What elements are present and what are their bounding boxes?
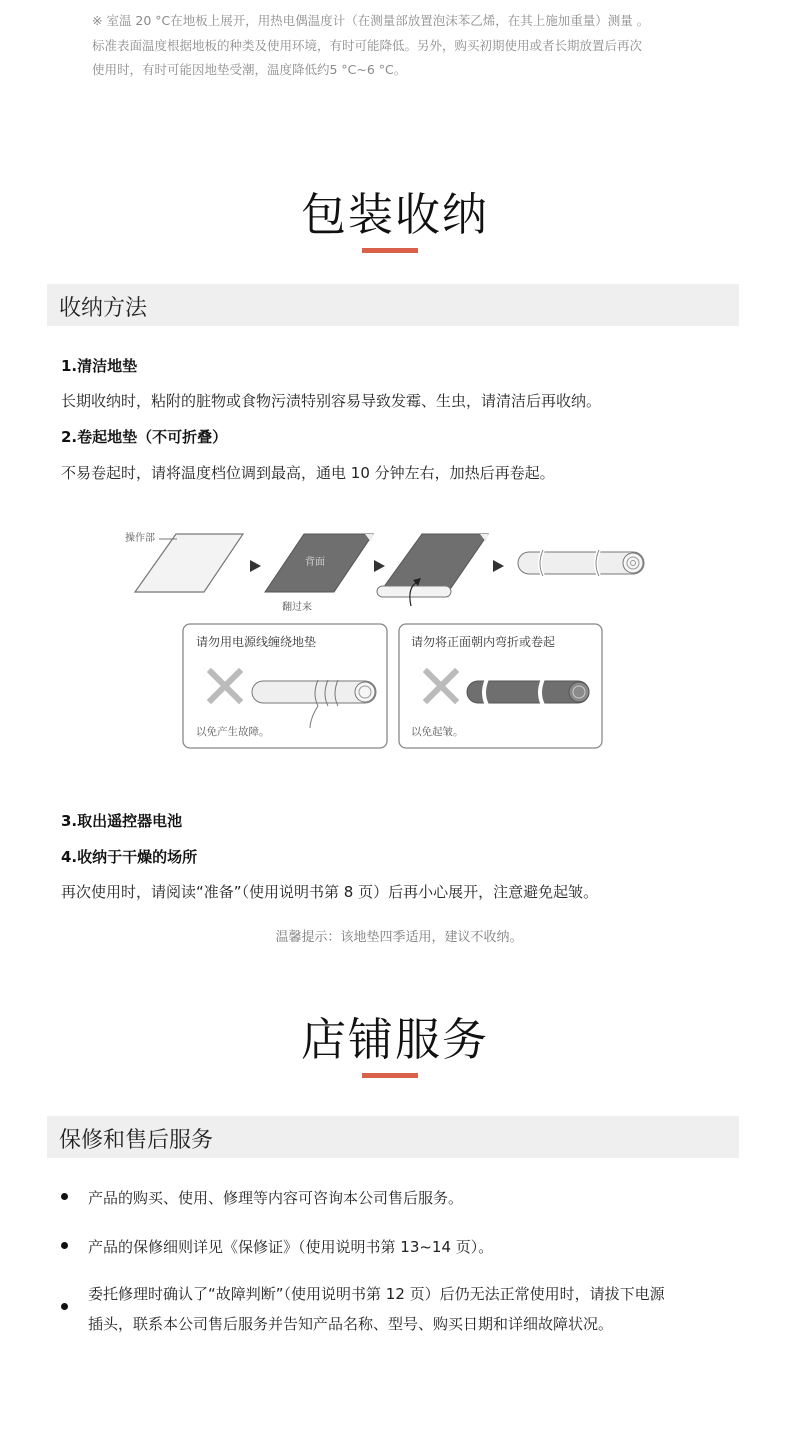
back-label: 背面 <box>305 557 325 568</box>
note-line-1: ※ 室温 20 °C在地板上展开，用热电偶温度计（在测量部放置泡沫苯乙烯，在其上施加重量）测量 。 <box>92 13 650 28</box>
service-item-3-line-1: 委托修理时确认了“故障判断”（使用说明书第 12 页）后仍无法正常使用时，请拔下电源 <box>88 1285 665 1303</box>
service-item-2: 产品的保修细则详见《保修证》（使用说明书第 13~14 页）。 <box>88 1238 494 1256</box>
arrow-icon <box>493 560 504 572</box>
service-item-3-line-2: 插头，联系本公司售后服务并告知产品名称、型号、购买日期和详细故障状况。 <box>88 1315 614 1333</box>
service-title-underline <box>362 1073 418 1078</box>
warning-fold-title: 请勿将正面朝内弯折或卷起 <box>411 635 556 649</box>
bullet-icon <box>61 1193 68 1200</box>
warning-cord-note: 以免产生故障。 <box>196 726 270 738</box>
rolling-instructions-figure <box>115 520 655 755</box>
packing-title: 包装收纳 <box>300 188 489 241</box>
warranty-label: 保修和售后服务 <box>59 1128 214 1153</box>
step-1-title: 1.清洁地垫 <box>61 357 138 375</box>
note-line-3: 使用时，有时可能因地垫受潮，温度降低约5 °C~6 °C。 <box>92 62 407 77</box>
warranty-header <box>47 1116 739 1158</box>
service-item-1: 产品的购买、使用、修理等内容可咨询本公司售后服务。 <box>88 1189 464 1207</box>
storage-method-label: 收纳方法 <box>59 296 148 321</box>
warning-cord-title: 请勿用电源线缠绕地垫 <box>196 635 317 649</box>
bullet-icon <box>61 1242 68 1249</box>
step-4-title: 4.收纳于干燥的场所 <box>61 848 198 866</box>
step-1-text: 长期收纳时，粘附的脏物或食物污渍特别容易导致发霉、生虫，请清洁后再收纳。 <box>61 392 602 410</box>
step-2-text: 不易卷起时，请将温度档位调到最高，通电 10 分钟左右，加热后再卷起。 <box>61 464 555 482</box>
service-title: 店铺服务 <box>300 1013 489 1066</box>
step-2-title: 2.卷起地垫（不可折叠） <box>61 428 228 446</box>
warning-fold-note: 以免起皱。 <box>411 726 464 738</box>
mat-rolling-illustration <box>383 534 488 588</box>
storage-method-header <box>47 284 739 326</box>
step-4-text: 再次使用时，请阅读“准备”（使用说明书第 8 页）后再小心展开，注意避免起皱。 <box>61 883 599 901</box>
control-label: 操作部 <box>125 533 155 544</box>
bullet-icon <box>61 1303 68 1310</box>
flip-label: 翻过来 <box>282 602 312 613</box>
arrow-icon <box>374 560 385 572</box>
packing-title-underline <box>362 248 418 253</box>
step-3-title: 3.取出遥控器电池 <box>61 812 183 830</box>
storage-tip: 温馨提示：该地垫四季适用，建议不收纳。 <box>275 930 523 945</box>
arrow-icon <box>250 560 261 572</box>
note-line-2: 标准表面温度根据地板的种类及使用环境，有时可能降低。另外，购买初期使用或者长期放置后再次 <box>92 38 643 53</box>
